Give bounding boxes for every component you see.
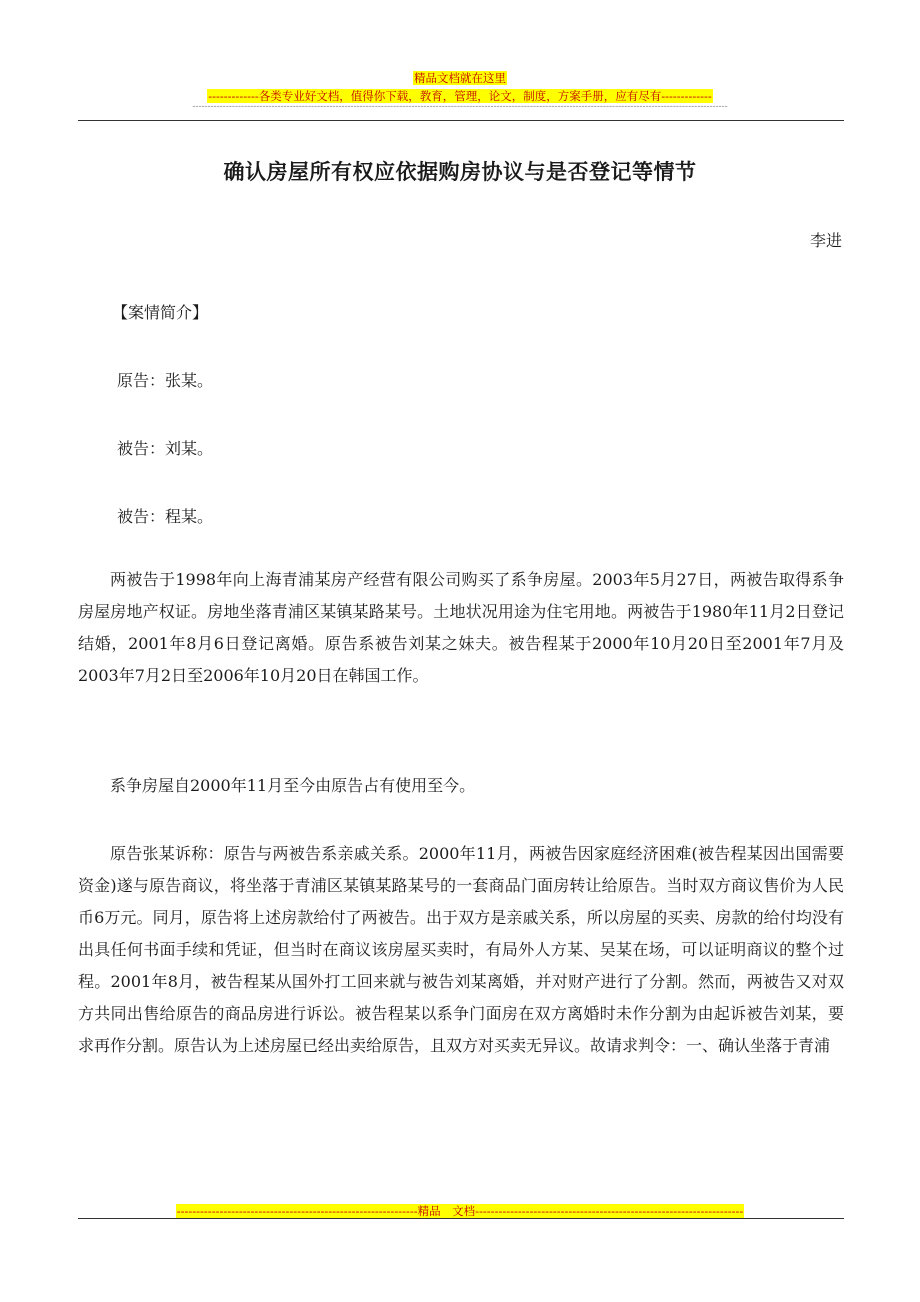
party-plaintiff: 原告：张某。: [117, 371, 214, 390]
footer-text: --------------------------------------------------------------精品 文档---------------------------------------------------------------------: [176, 1204, 744, 1218]
party-defendant-1: 被告：刘某。: [117, 439, 214, 458]
header-slogan: -------------各类专业好文档，值得你下载，教育，管理，论文，制度，方案手册，应有尽有-------------: [208, 89, 712, 103]
author: 李进: [809, 231, 842, 250]
header-rule: [78, 120, 844, 121]
header-title: 精品文档就在这里: [414, 71, 506, 85]
document-title: 确认房屋所有权应依据购房协议与是否登记等情节: [223, 159, 697, 184]
section-heading: 【案情简介】: [112, 303, 209, 322]
footer-line: [0, 1200, 920, 1219]
paragraph-1: 两被告于1998年向上海青浦某房产经营有限公司购买了系争房屋。2003年5月27日，两被告取得系争房屋房地产权证。房地坐落青浦区某镇某路某号。土地状况用途为住宅用地。两被告于1980年11月2日登记结婚，2001年8月6日登记离婚。原告系被告刘某之妹夫。被告程某于2000年10月20日至2001年7月及2003年7月2日至2006年10月20日在韩国工作。: [78, 570, 844, 685]
header-dashed-line: --------------------------------------------------------------------------------------------------------------------------------------------------------------------------------: [192, 102, 728, 112]
paragraph-3: 原告张某诉称：原告与两被告系亲戚关系。2000年11月，两被告因家庭经济困难(被告程某因出国需要资金)遂与原告商议，将坐落于青浦区某镇某路某号的一套商品门面房转让给原告。当时双方商议售价为人民币6万元。同月，原告将上述房款给付了两被告。出于双方是亲戚关系，所以房屋的买卖、房款的给付均没有出具任何书面手续和凭证，但当时在商议该房屋买卖时，有局外人方某、吴某在场，可以证明商议的整个过程。2001年8月，被告程某从国外打工回来就与被告刘某离婚，并对财产进行了分割。然而，两被告又对双方共同出售给原告的商品房进行诉讼。被告程某以系争门面房在双方离婚时未作分割为由起诉被告刘某，要求再作分割。原告认为上述房屋已经出卖给原告，且双方对买卖无异议。故请求判令：一、确认坐落于青浦: [78, 844, 844, 1055]
party-defendant-2: 被告：程某。: [117, 507, 214, 526]
header-line-1: [0, 67, 920, 86]
paragraph-2: 系争房屋自2000年11月至今由原告占有使用至今。: [110, 776, 476, 795]
